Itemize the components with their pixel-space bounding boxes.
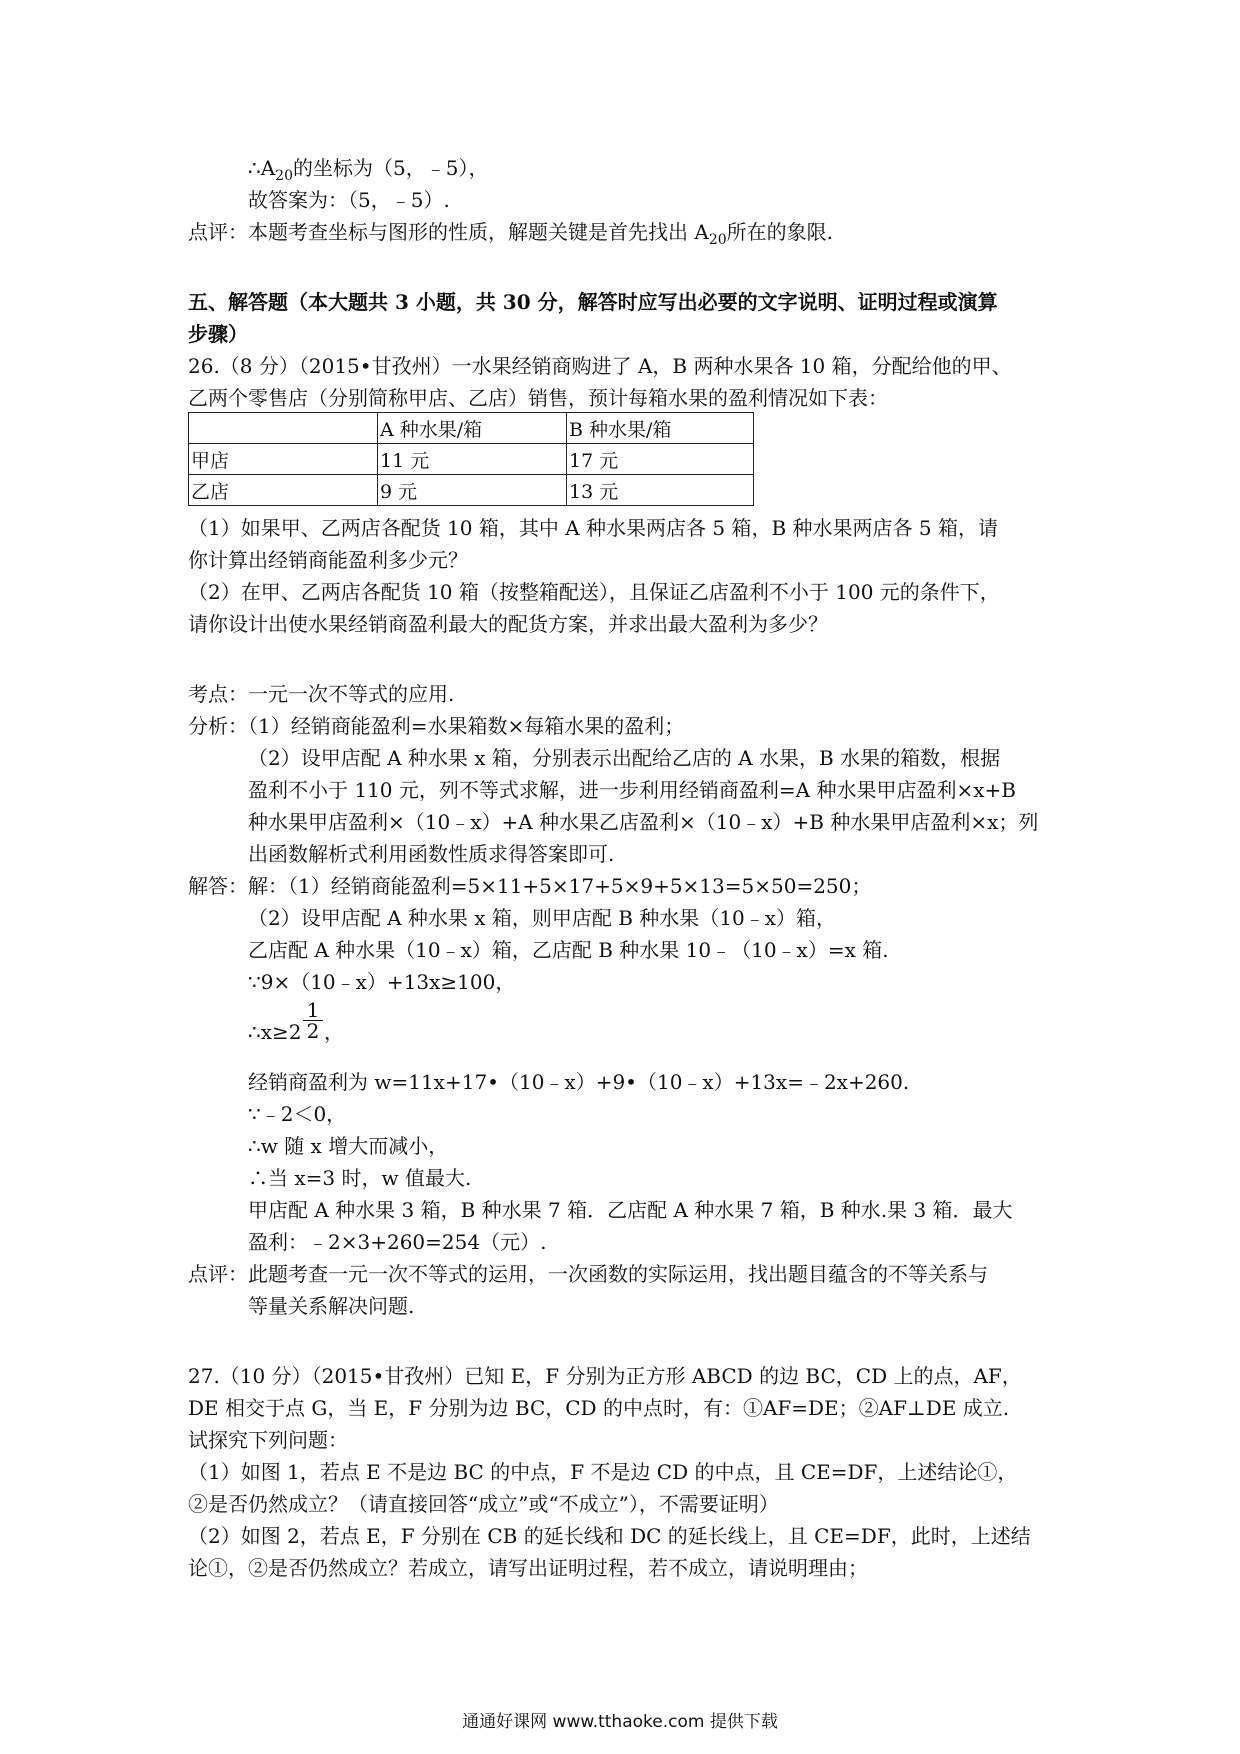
question-27-cont: 试探究下列问题：: [188, 1428, 348, 1452]
solution-line: ∵﹣2＜0，: [248, 1102, 347, 1126]
subquestion-1-cont: 你计算出经销商能盈利多少元？: [188, 548, 468, 572]
analysis-line: 种水果甲店盈利×（10﹣x）+A 种水果乙店盈利×（10﹣x）+B 种水果甲店盈利×x；列: [248, 810, 1039, 834]
subquestion-2: （2）如图 2，若点 E，F 分别在 CB 的延长线和 DC 的延长线上，且 CE=DF，此时，上述结: [188, 1524, 1031, 1548]
solution-line: 甲店配 A 种水果 3 箱，B 种水果 7 箱．乙店配 A 种水果 7 箱，B 种水.果 3 箱．最大: [248, 1198, 1013, 1222]
subquestion-2: （2）在甲、乙两店各配货 10 箱（按整箱配送），且保证乙店盈利不小于 100 元的条件下，: [188, 580, 1000, 604]
fraction-denominator: 2: [306, 1019, 320, 1043]
table-cell: 9 元: [378, 475, 567, 506]
page-footer: 通通好课网 www.tthaoke.com 提供下载: [462, 1712, 778, 1732]
section-heading: 五、解答题（本大题共 3 小题，共 30 分，解答时应写出必要的文字说明、证明过程或演算: [188, 290, 998, 314]
subquestion-1: （1）如果甲、乙两店各配货 10 箱，其中 A 种水果两店各 5 箱，B 种水果两店各 5 箱，请: [188, 516, 998, 540]
solution-line: 乙店配 A 种水果（10﹣x）箱，乙店配 B 种水果 10﹣（10﹣x）=x 箱.: [248, 938, 889, 962]
table-cell: 11 元: [378, 444, 567, 475]
solution-line: ∴x≥2: [248, 1020, 302, 1044]
solution-line: ∴当 x=3 时，w 值最大.: [248, 1166, 472, 1190]
solution-punct: ，: [324, 1020, 344, 1044]
table-cell: 乙店: [189, 475, 378, 506]
table-cell: B 种水果/箱: [567, 413, 754, 444]
text-line: 故答案为：（5，﹣5）.: [248, 188, 450, 212]
question-27-cont: DE 相交于点 G，当 E，F 分别为边 BC，CD 的中点时，有：①AF=DE；②AF⊥DE 成立.: [188, 1396, 1010, 1420]
table-row: [189, 475, 754, 506]
fraction: [303, 1000, 323, 1041]
table-cell: A 种水果/箱: [378, 413, 567, 444]
subquestion-1: （1）如图 1，若点 E 不是边 BC 的中点，F 不是边 CD 的中点，且 CE=DF，上述结论①，: [188, 1460, 1018, 1484]
subquestion-2-cont: 论①，②是否仍然成立？若成立，请写出证明过程，若不成立，请说明理由；: [188, 1556, 868, 1580]
solution-line: 经销商盈利为 w=11x+17•（10﹣x）+9•（10﹣x）+13x=﹣2x+260.: [248, 1070, 910, 1094]
fraction-numerator: 1: [303, 1000, 323, 1021]
table-cell: 甲店: [189, 444, 378, 475]
key-point: 考点：一元一次不等式的应用.: [188, 682, 455, 706]
solution-line: ∵9×（10﹣x）+13x≥100，: [248, 970, 516, 994]
solution-line: 解答：解：（1）经销商能盈利=5×11+5×17+5×9+5×13=5×50=250；: [188, 874, 872, 898]
table-row: [189, 444, 754, 475]
text-line: $\therefore A_{20}$的坐标为（5，﹣5），: [248, 156, 489, 184]
question-26: 26.（8 分）（2015•甘孜州）一水果经销商购进了 A，B 两种水果各 10 箱，分配给他的甲、: [188, 354, 1012, 378]
solution-line: ∴w 随 x 增大而减小，: [248, 1134, 449, 1158]
analysis-line: （2）设甲店配 A 种水果 x 箱，分别表示出配给乙店的 A 水果，B 水果的箱数，根据: [248, 746, 1001, 770]
comment-line: 点评：此题考查一元一次不等式的运用，一次函数的实际运用，找出题目蕴含的不等关系与: [188, 1262, 988, 1286]
subquestion-2-cont: 请你设计出使水果经销商盈利最大的配货方案，并求出最大盈利为多少？: [188, 612, 828, 636]
table-cell: 13 元: [567, 475, 754, 506]
subquestion-1-cont: ②是否仍然成立？（请直接回答“成立”或“不成立”），不需要证明）: [188, 1492, 779, 1516]
analysis-line: 分析：（1）经销商能盈利=水果箱数×每箱水果的盈利；: [188, 714, 685, 738]
section-heading-cont: 步骤）: [188, 322, 248, 346]
table-row: [189, 413, 754, 444]
comment-line: 点评：本题考查坐标与图形的性质，解题关键是首先找出 $A_{20}$所在的象限.: [188, 220, 833, 248]
question-26-cont: 乙两个零售店（分别简称甲店、乙店）销售，预计每箱水果的盈利情况如下表：: [188, 386, 888, 410]
solution-line: 盈利：﹣2×3+260=254（元）.: [248, 1230, 547, 1254]
profit-table: [188, 412, 754, 506]
table-cell: [189, 413, 378, 444]
solution-line: （2）设甲店配 A 种水果 x 箱，则甲店配 B 种水果（10﹣x）箱，: [248, 906, 837, 930]
table-cell: 17 元: [567, 444, 754, 475]
analysis-line: 盈利不小于 110 元，列不等式求解，进一步利用经销商盈利=A 种水果甲店盈利×x+B: [248, 778, 1016, 802]
comment-line: 等量关系解决问题.: [248, 1294, 415, 1318]
question-27: 27.（10 分）（2015•甘孜州）已知 E，F 分别为正方形 ABCD 的边 BC，CD 上的点，AF，: [188, 1364, 1022, 1388]
analysis-line: 出函数解析式利用函数性质求得答案即可.: [248, 842, 615, 866]
